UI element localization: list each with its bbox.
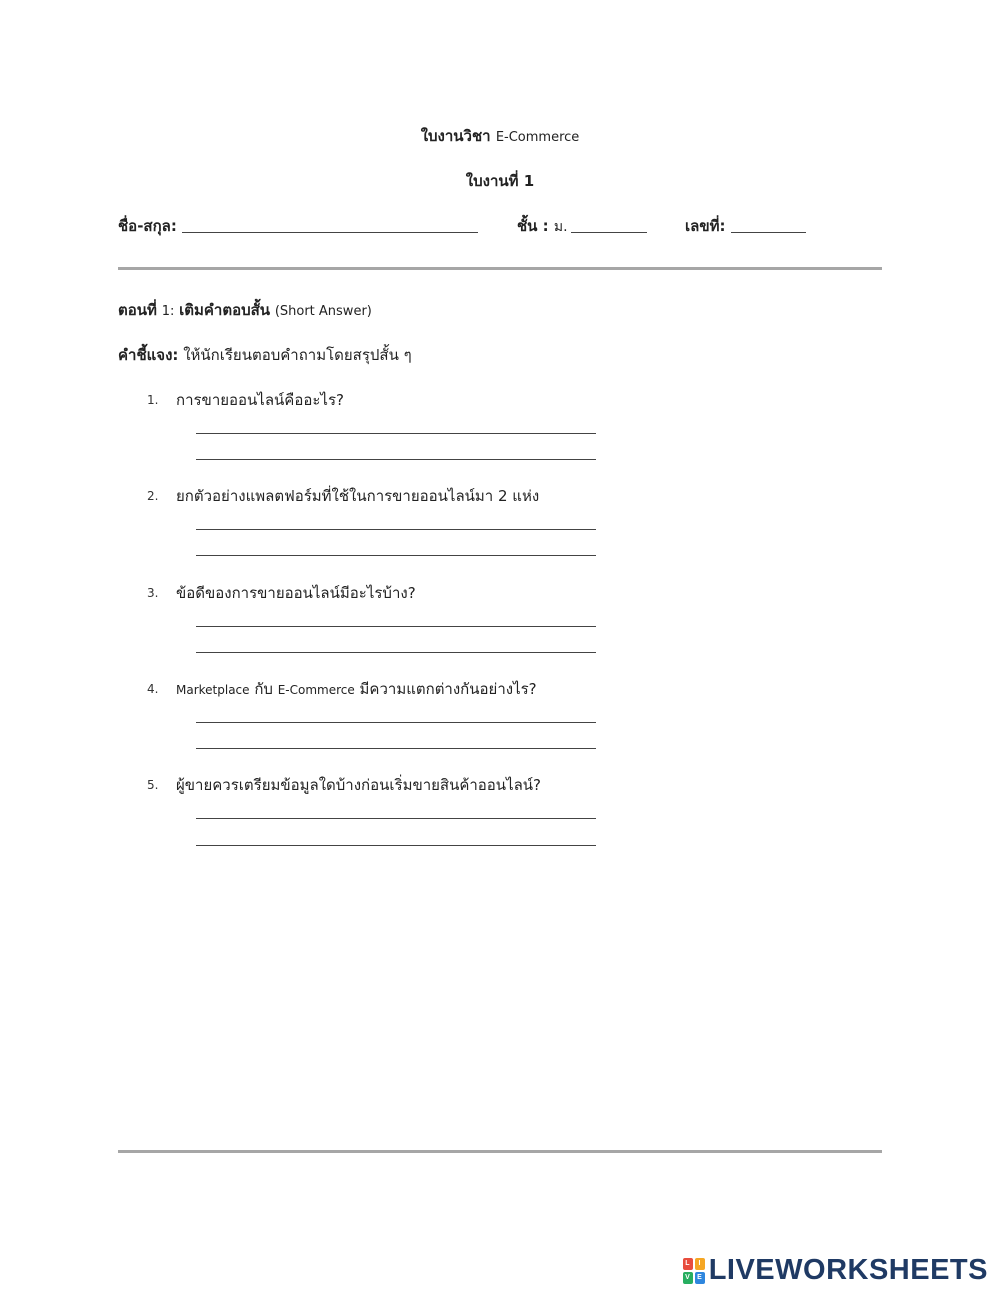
question-tail: มีความแตกต่างกันอย่างไร? <box>359 680 537 698</box>
answer-line[interactable] <box>196 818 596 819</box>
name-label: ชื่อ-สกุล: <box>118 217 177 235</box>
question-conjunction: กับ <box>254 680 273 698</box>
answer-line[interactable] <box>196 652 596 653</box>
part-title: เติมคำตอบสั้น <box>179 301 271 319</box>
question-term-ecommerce: E-Commerce <box>277 683 355 697</box>
instructions-text: ให้นักเรียนตอบคำถามโดยสรุปสั้น ๆ <box>183 346 412 364</box>
answer-line[interactable] <box>196 459 596 460</box>
question-text: ข้อดีของการขายออนไลน์มีอะไรบ้าง? <box>176 584 416 602</box>
part-number: 1: <box>161 304 175 319</box>
question-number: 5. <box>147 778 159 792</box>
question-number: 4. <box>147 682 159 696</box>
answer-line[interactable] <box>196 748 596 749</box>
question-text: การขายออนไลน์คืออะไร? <box>176 391 344 409</box>
question-number: 2. <box>147 489 159 503</box>
answer-line[interactable] <box>196 433 596 434</box>
answer-line[interactable] <box>196 529 596 530</box>
number-label: เลขที่: <box>685 217 726 235</box>
worksheet-number: ใบงานที่ 1 <box>465 172 535 190</box>
title-thai: ใบงานวิชา <box>420 127 491 145</box>
logo-block: V <box>683 1272 693 1284</box>
logo-block: I <box>695 1258 705 1270</box>
name-field[interactable] <box>182 232 478 233</box>
top-divider <box>118 267 882 270</box>
question-text: ผู้ขายควรเตรียมข้อมูลใดบ้างก่อนเริ่มขายสินค้าออนไลน์? <box>176 776 542 794</box>
class-prefix: ม. <box>553 219 568 235</box>
section-heading <box>118 298 372 322</box>
bottom-divider <box>118 1150 882 1153</box>
logo-block: E <box>695 1272 705 1284</box>
class-label <box>517 214 568 238</box>
answer-line[interactable] <box>196 626 596 627</box>
logo-block: L <box>683 1258 693 1270</box>
part-title-latin: (Short Answer) <box>274 304 372 319</box>
part-label: ตอนที่ <box>118 301 157 319</box>
answer-line[interactable] <box>196 845 596 846</box>
liveworksheets-logo <box>683 1254 988 1287</box>
class-field[interactable] <box>571 232 647 233</box>
title-subject: E-Commerce <box>495 130 580 145</box>
answer-line[interactable] <box>196 722 596 723</box>
answer-line[interactable] <box>196 555 596 556</box>
question-number: 3. <box>147 586 159 600</box>
class-label-text: ชั้น : <box>517 217 549 235</box>
instructions-label: คำชี้แจง: <box>118 346 179 364</box>
worksheet-title <box>0 124 1000 148</box>
question-text <box>176 677 537 701</box>
instructions <box>118 343 412 367</box>
question-number: 1. <box>147 393 159 407</box>
question-term-marketplace: Marketplace <box>176 683 250 697</box>
student-number-field[interactable] <box>731 232 806 233</box>
logo-text: LIVEWORKSHEETS <box>708 1254 988 1286</box>
question-text: ยกตัวอย่างแพลตฟอร์มที่ใช้ในการขายออนไลน์มา 2 แห่ง <box>176 487 540 505</box>
logo-blocks-icon <box>683 1258 705 1284</box>
